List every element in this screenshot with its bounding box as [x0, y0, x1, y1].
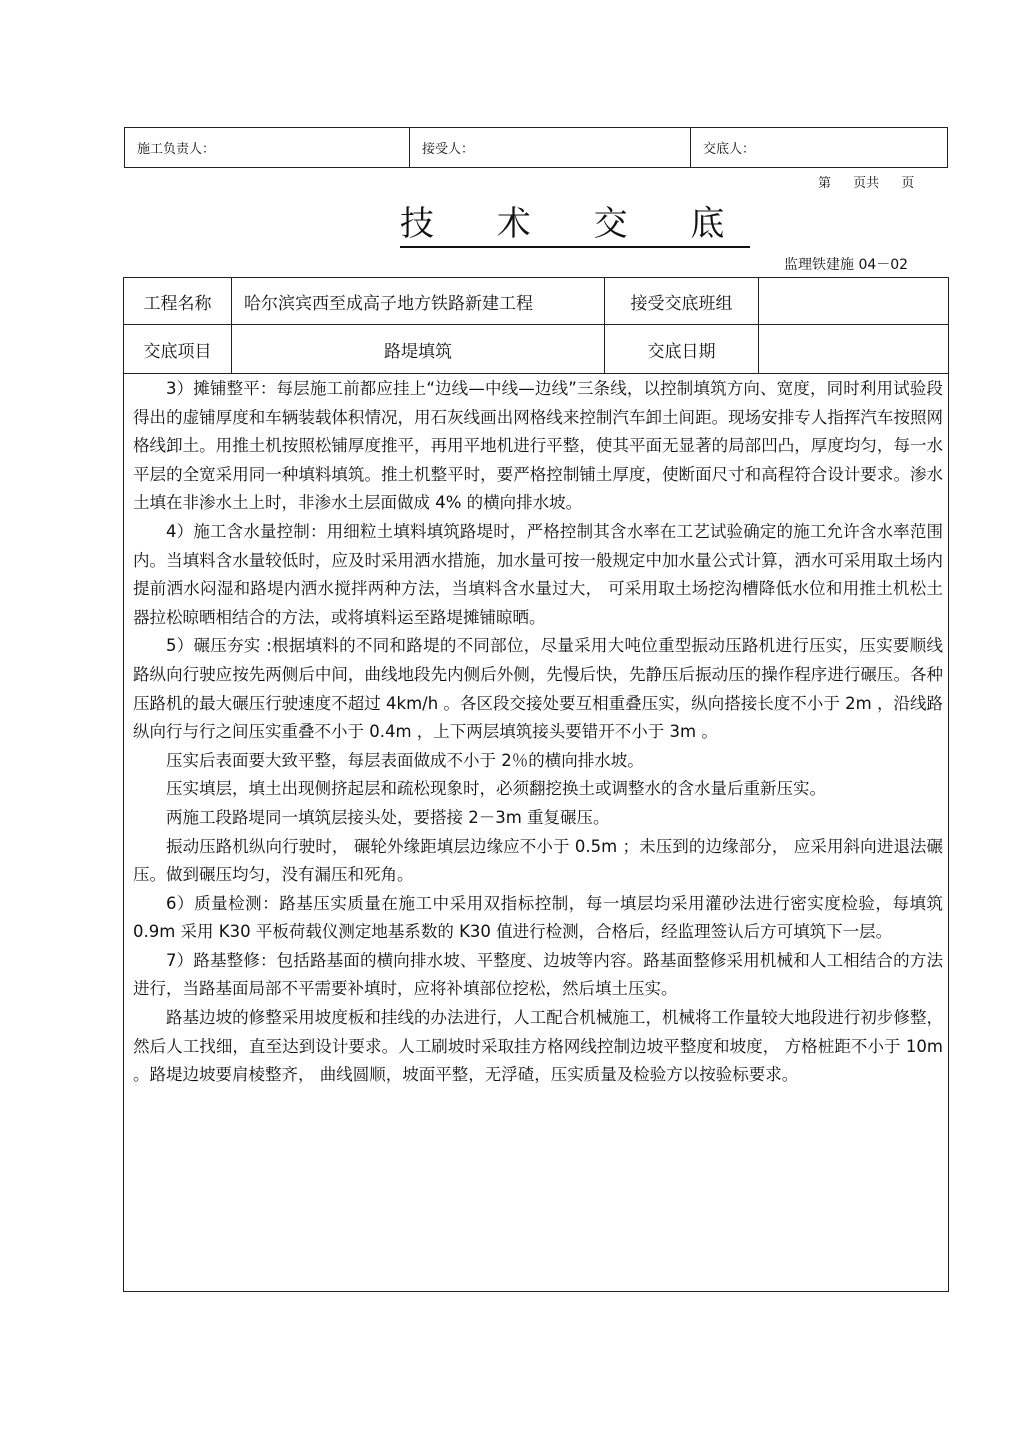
content-paragraph: 压实后表面要大致平整，每层表面做成不小于 2％的横向排水坡。 — [166, 750, 644, 770]
project-name-value: 哈尔滨宾西至成高子地方铁路新建工程 — [231, 278, 604, 324]
project-name-label: 工程名称 — [143, 293, 212, 314]
date-value — [758, 325, 948, 373]
content-paragraph: 两施工段路堤同一填筑层接头处，要搭接 2－3m 重复碾压。 — [166, 807, 610, 827]
handover-content — [133, 375, 943, 1090]
content-paragraph: 4）施工含水量控制：用细粒土填料填筑路堤时，严格控制其含水率在工艺试验确定的施工允许含水率范围内。当填料含水量较低时，应及时采用洒水措施，加水量可按一般规定中加水量公式计算，洒水可采用取土场内提前洒水闷湿和路堤内洒水搅拌两种方法，当填料含水量过大， 可采用取土场挖沟槽降低水位和用推土机松土器拉松晾晒相结合的方法，或将填料运至路堤摊铺晾晒。 — [133, 521, 943, 627]
date-label: 交底日期 — [604, 325, 758, 373]
content-paragraph: 6）质量检测：路基压实质量在施工中采用双指标控制，每一填层均采用灌砂法进行密实度检验，每填筑 0.9m 采用 K30 平板荷载仪测定地基系数的 K30 值进行检测，合格后，经监理签认后方可填筑下一层。 — [133, 893, 943, 942]
item-value: 路堤填筑 — [231, 325, 604, 373]
item-row — [124, 325, 948, 374]
receiving-team-value — [758, 278, 948, 324]
receiving-team-label: 接受交底班组 — [604, 278, 758, 324]
handover-table — [123, 277, 949, 1292]
content-paragraph: 5）碾压夯实 :根据填料的不同和路堤的不同部位，尽量采用大吨位重型振动压路机进行压实，压实要顺线路纵向行驶应按先两侧后中间，曲线地段先内侧后外侧，先慢后快，先静压后振动压的操作程序进行碾压。各种压路机的最大碾压行驶速度不超过 4km/h 。各区段交接处要互相重叠压实，纵向搭接长度不小于 2m ，沿线路纵向行与行之间压实重叠不小于 0.4m ，上下两层填筑接头要错开不小于 3m 。 — [133, 636, 943, 742]
content-paragraph: 振动压路机纵向行驶时， 碾轮外缘距填层边缘应不小于 0.5m ；未压到的边缘部分， 应采用斜向进退法碾压。做到碾压均匀，没有漏压和死角。 — [133, 836, 943, 885]
handover-person-field: 交底人： — [690, 128, 947, 167]
page-number: 第 页共 页 — [818, 176, 915, 191]
form-code: 监理铁建施 04－02 — [784, 257, 909, 273]
receiver-field: 接受人： — [409, 128, 690, 167]
document-title: 技 术 交 底 — [400, 202, 750, 248]
content-paragraph: 7）路基整修：包括路基面的横向排水坡、平整度、边坡等内容。路基面整修采用机械和人工相结合的方法进行，当路基面局部不平需要补填时，应将补填部位挖松，然后填土压实。 — [133, 950, 943, 999]
content-paragraph: 压实填层，填土出现侧挤起层和疏松现象时，必须翻挖换土或调整水的含水量后重新压实。 — [166, 779, 826, 799]
construction-lead-field: 施工负责人： — [137, 142, 216, 157]
item-label: 交底项目 — [143, 341, 212, 362]
content-paragraph: 路基边坡的修整采用坡度板和挂线的办法进行，人工配合机械施工，机械将工作量较大地段进行初步修整，然后人工找细，直至达到设计要求。人工刷坡时采取挂方格网线控制边坡平整度和坡度， 方格桩距不小于 10m 。路堤边坡要肩棱整齐， 曲线圆顺，坡面平整，无浮碴，压实质量及检验方以按验标要求。 — [133, 1008, 943, 1085]
project-row — [124, 278, 948, 325]
content-paragraph: 3）摊铺整平：每层施工前都应挂上“边线—中线—边线”三条线，以控制填筑方向、宽度，同时利用试验段得出的虚铺厚度和车辆装载体积情况，用石灰线画出网格线来控制汽车卸土间距。现场安排专人指挥汽车按照网格线卸土。用推土机按照松铺厚度推平，再用平地机进行平整，使其平面无显著的局部凹凸，厚度均匀，每一水平层的全宽采用同一种填料填筑。推土机整平时，要严格控制铺土厚度，使断面尺寸和高程符合设计要求。渗水土填在非渗水土上时，非渗水土层面做成 4% 的横向排水坡。 — [133, 379, 943, 513]
signature-table — [124, 127, 948, 168]
